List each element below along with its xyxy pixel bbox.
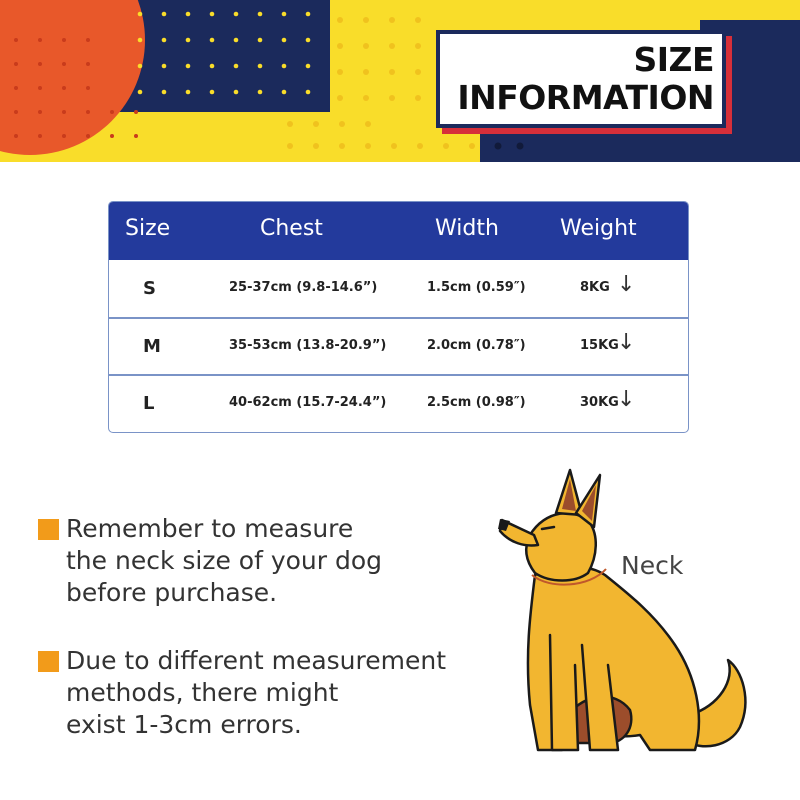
table-row [109,318,688,375]
note-line: the neck size of your dog [66,546,383,575]
note-text [66,645,446,741]
row-chest: 25-37cm (9.8-14.6”) [229,280,378,295]
row-weight: 8KG [580,280,610,295]
neck-label: Neck [621,551,684,580]
row-width: 1.5cm (0.59″) [427,280,526,295]
square-bullet-icon [38,651,59,672]
title-line-size: SIZE [633,40,714,79]
square-bullet-icon [38,519,59,540]
note-line: Remember to measure [66,514,354,543]
row-weight: 15KG [580,338,619,353]
title-line-information: INFORMATION [457,78,714,117]
down-arrow-icon: ↓ [617,330,636,355]
row-chest: 35-53cm (13.8-20.9”) [229,338,387,353]
down-arrow-icon: ↓ [617,272,636,297]
size-table [108,201,689,433]
down-arrow-icon: ↓ [617,387,636,412]
table-row [109,375,688,432]
note-text [66,513,382,609]
title-box [436,30,726,128]
note-line: exist 1-3cm errors. [66,710,302,739]
row-size: S [143,278,156,299]
header-weight: Weight [560,216,637,241]
row-chest: 40-62cm (15.7-24.4”) [229,395,387,410]
note-line: Due to different measurement [66,646,447,675]
row-size: L [143,393,155,414]
header-size: Size [125,216,171,241]
row-width: 2.0cm (0.78″) [427,338,526,353]
note-line: before purchase. [66,578,278,607]
row-width: 2.5cm (0.98″) [427,395,526,410]
row-weight: 30KG [580,395,619,410]
header-chest: Chest [260,216,323,241]
header-width: Width [435,216,499,241]
header-banner [0,0,800,162]
table-row [109,260,688,317]
table-header [109,202,688,260]
row-size: M [143,336,161,357]
dog-icon [490,465,760,769]
note-line: methods, there might [66,678,339,707]
